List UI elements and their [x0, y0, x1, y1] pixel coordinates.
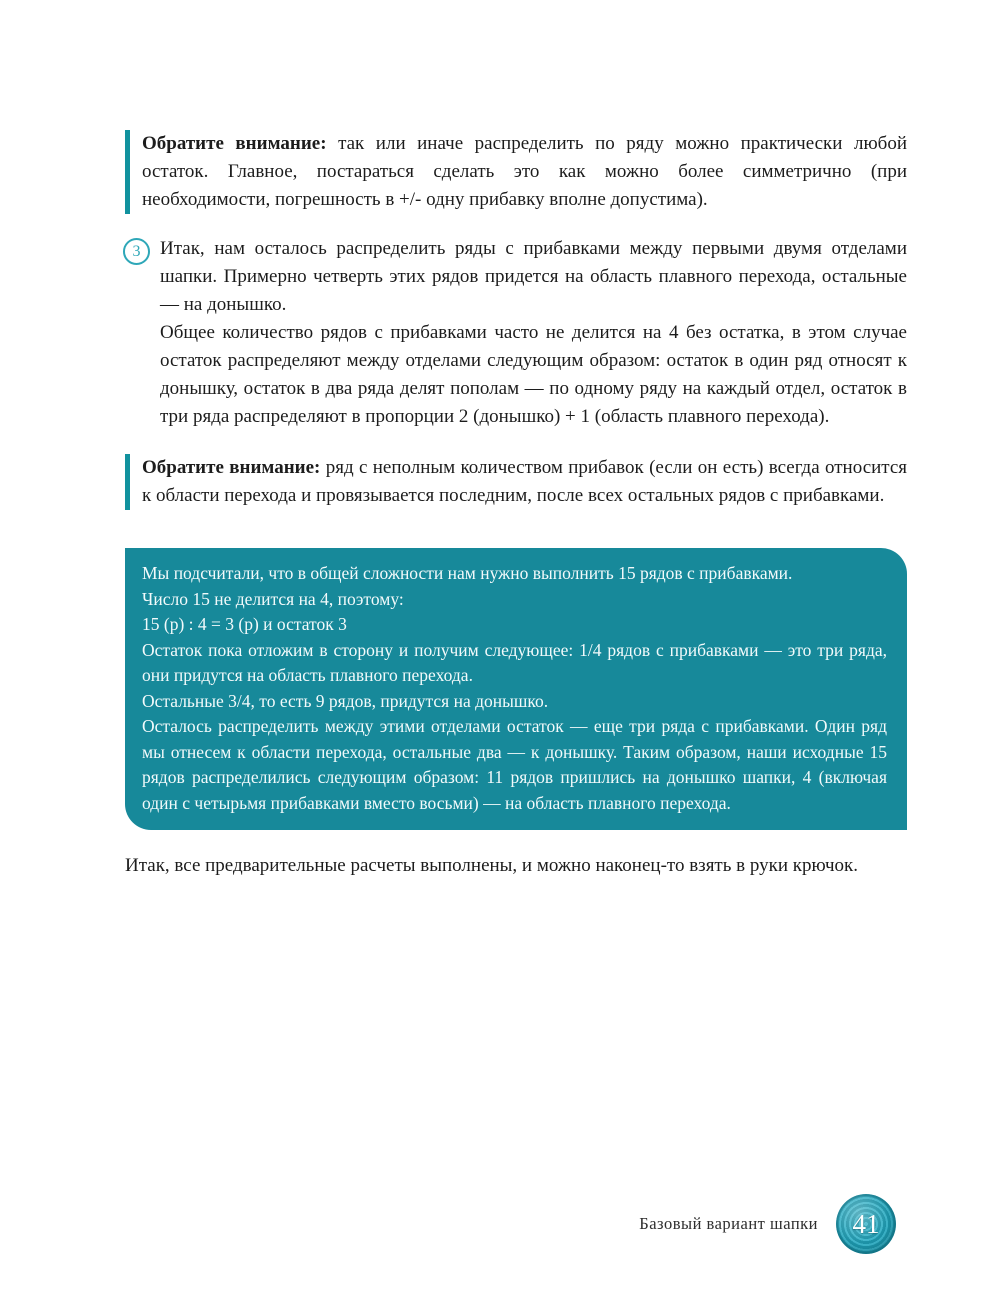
page-number-badge [836, 1194, 896, 1254]
page-content [125, 130, 907, 880]
example-paragraph: Остаток пока отложим в сторону и получим следующее: 1/4 рядов с прибавками — это три ряда, они придутся на область плавного перехода. [142, 639, 887, 685]
example-paragraph: Остальные 3/4, то есть 9 рядов, придутся на донышко. [142, 690, 549, 711]
note-label: Обратите внимание: [142, 133, 327, 154]
note-label: Обратите внимание: [142, 457, 321, 478]
note-body: ряд с неполным количеством прибавок (если он есть) всегда относится к области перехода и провязывается последним, после всех остальных рядов с прибавками. [142, 457, 907, 506]
circled-number-icon: 3 [123, 238, 150, 265]
note-paragraph [142, 130, 907, 214]
closing-paragraph: Итак, все предварительные расчеты выполнены, и можно наконец-то взять в руки крючок. [125, 855, 859, 876]
note-block-2 [125, 454, 907, 510]
example-paragraph: Осталось распределить между этими отделами остаток — еще три ряда с прибавками. Один ряд мы отнесем к области перехода, остальные два — к донышку. Таким образом, наши исходные 15 рядов распределились следующим образом: 11 рядов пришлись на донышко шапки, 4 (включая один с четырьмя прибавками вместо восьми) — на область плавного перехода. [142, 716, 887, 813]
note-block-1 [125, 130, 907, 214]
page-number: 41 [852, 1208, 880, 1239]
example-paragraph: Число 15 не делится на 4, поэтому: [142, 588, 404, 609]
example-calculation-box [125, 548, 907, 830]
list-item-paragraph: Общее количество рядов с прибавками часто не делится на 4 без остатка, в этом случае остаток распределяют между отделами следующим образом: остаток в один ряд относят к донышку, остаток в два ряда делят пополам — по одному ряду на каждый отдел, остаток в три ряда распределяют в пропорции 2 (донышко) + 1 (область плавного перехода). [160, 322, 907, 427]
note-accent-bar [125, 454, 130, 510]
footer-section-title: Базовый вариант шапки [639, 1214, 818, 1233]
note-body: так или иначе распределить по ряду можно практически любой остаток. Главное, постараться сделать это как можно более симметрично (при необходимости, погрешность в +/- одну прибавку вполне допустима). [142, 133, 907, 210]
page-footer [639, 1194, 896, 1254]
example-formula: 15 (р) : 4 = 3 (р) и остаток 3 [142, 614, 347, 634]
note-accent-bar [125, 130, 130, 214]
example-paragraph: Мы подсчитали, что в общей сложности нам нужно выполнить 15 рядов с прибавками. [142, 563, 793, 583]
list-item-body [160, 235, 907, 431]
note-paragraph [142, 454, 907, 510]
numbered-list-item-3 [125, 235, 907, 431]
list-item-paragraph: Итак, нам осталось распределить ряды с прибавками между первыми двумя отделами шапки. Примерно четверть этих рядов придется на область плавного перехода, остальные — на донышко. [160, 238, 907, 315]
